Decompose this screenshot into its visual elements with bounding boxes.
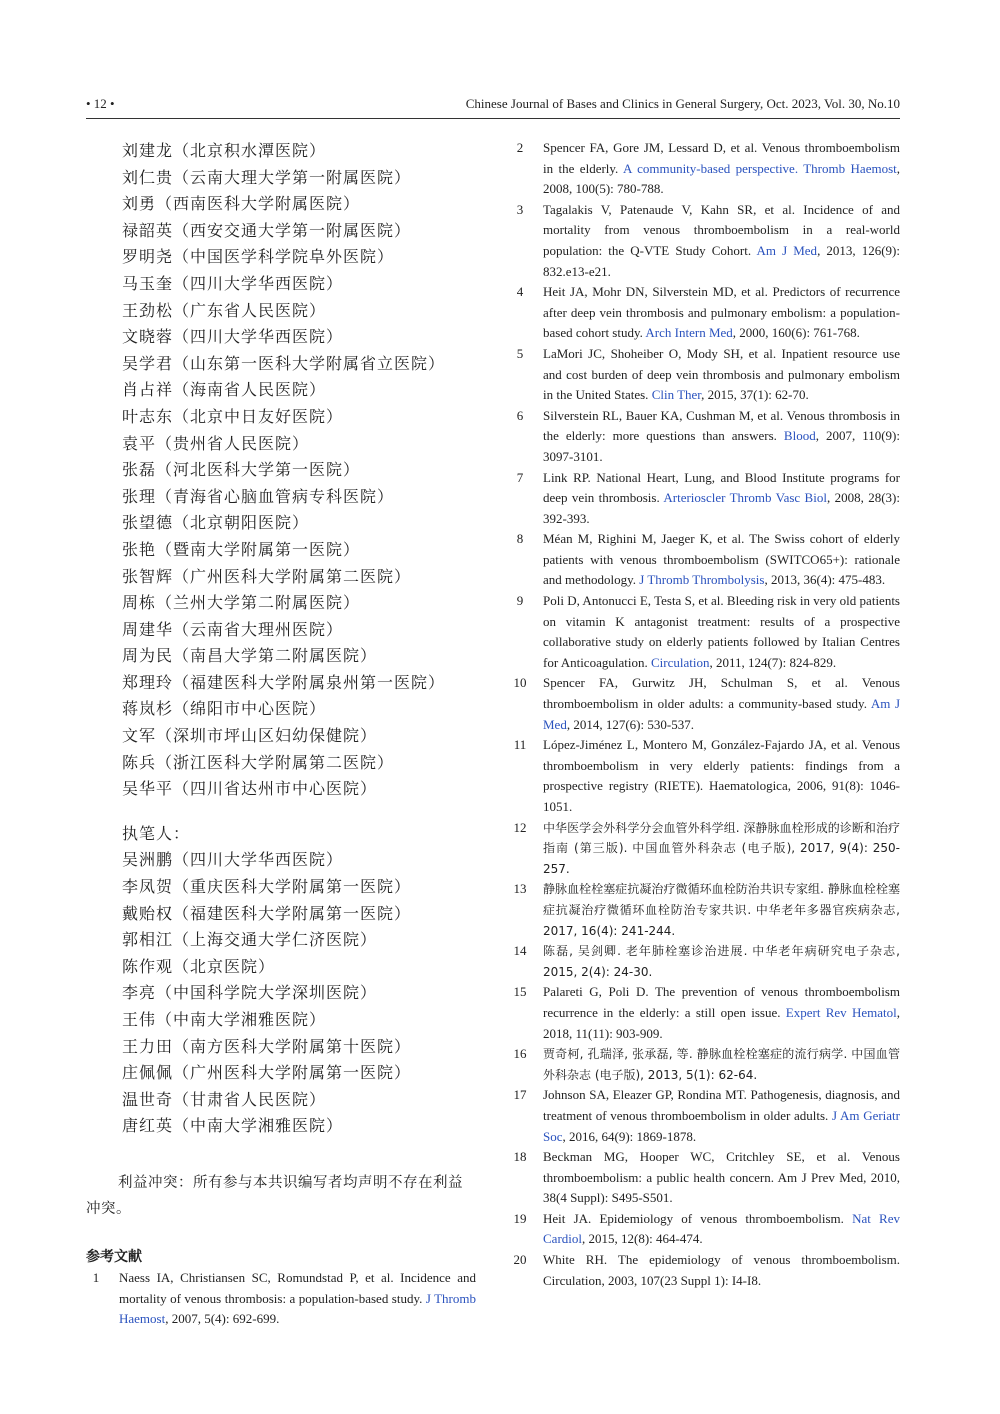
- reference-item: [510, 200, 900, 282]
- reference-number: 10: [513, 675, 527, 691]
- reference-item: [510, 344, 900, 406]
- reference-text: White RH. The epidemiology of venous thromboembolism. Circulation, 2003, 107(23 Suppl 1): I4-I8.: [543, 1252, 900, 1288]
- reference-item: [510, 138, 900, 200]
- reference-item: [510, 1044, 900, 1085]
- list-item: 陈作观（北京医院）: [122, 956, 276, 976]
- reference-citation: , 2008, 100(5): 780-788.: [543, 160, 900, 197]
- list-item: 庄佩佩（广州医科大学附属第一医院）: [122, 1063, 412, 1083]
- reference-citation: , 2008, 28(3): 392-393.: [543, 490, 900, 526]
- reference-link[interactable]: Expert Rev Hematol: [785, 1004, 897, 1020]
- reference-item: [510, 735, 900, 817]
- reference-citation: , 2015, 12(8): 464-474.: [582, 1231, 703, 1247]
- reference-number: 3: [516, 201, 524, 217]
- reference-citation: , 2018, 11(11): 903-909.: [543, 1004, 900, 1041]
- reference-text: Tagalakis V, Patenaude V, Kahn SR, et al. Incidence of and mortality from venous thromboembolism in a real-world population: the Q-VTE Study Cohort.: [543, 201, 900, 258]
- reference-citation: , 2007, 110(9): 3097-3101.: [543, 428, 900, 464]
- list-item: 文军（深圳市坪山区妇幼保健院）: [122, 726, 378, 746]
- reference-link[interactable]: Am J Med: [756, 242, 818, 258]
- reference-link[interactable]: Arch Intern Med: [645, 325, 733, 341]
- list-item: 郭相江（上海交通大学仁济医院）: [122, 930, 378, 950]
- reference-citation: , 2014, 127(6): 530-537.: [566, 716, 694, 732]
- reference-number: 12: [513, 819, 527, 835]
- reference-citation: , 2016, 64(9): 1869-1878.: [562, 1128, 697, 1144]
- header-rule: [86, 118, 900, 119]
- reference-text: Méan M, Righini M, Jaeger K, et al. The Swiss cohort of elderly patients with venous thromboembolism (SWITCO65+): rationale and methodology.: [543, 531, 900, 588]
- list-item: 唐红英（中南大学湘雅医院）: [122, 1116, 344, 1136]
- reference-link[interactable]: Nat Rev Cardiol: [543, 1210, 900, 1247]
- reference-text: Poli D, Antonucci E, Testa S, et al. Bleeding risk in very old patients on vitamin K antagonist treatment: results of a prospective collaborative study on elderly patients followed by Italian Centres for Anticoagulation.: [543, 593, 900, 670]
- reference-item: [510, 982, 900, 1044]
- reference-link[interactable]: Clin Ther: [651, 387, 702, 403]
- reference-number: 19: [513, 1210, 527, 1226]
- reference-number: 15: [513, 984, 527, 1000]
- reference-link[interactable]: Arterioscler Thromb Vasc Biol: [663, 490, 827, 506]
- reference-citation: , 2013, 36(4): 475-483.: [764, 572, 886, 588]
- references-title: 参考文献: [86, 1249, 142, 1265]
- list-item: 吴学君（山东第一医科大学附属省立医院）: [122, 353, 446, 373]
- reference-number: 13: [513, 881, 527, 897]
- list-item: 蒋岚杉（绵阳市中心医院）: [122, 699, 327, 719]
- list-item: 温世奇（甘肃省人民医院）: [122, 1089, 327, 1109]
- reference-number: 4: [516, 284, 524, 300]
- list-item: 张艳（暨南大学附属第一医院）: [122, 539, 361, 559]
- reference-item: [86, 1268, 476, 1330]
- reference-link[interactable]: J Thromb Haemost: [119, 1290, 476, 1327]
- list-item: 文晓蓉（四川大学华西医院）: [122, 327, 344, 347]
- reference-text: Johnson SA, Eleazer GP, Rondina MT. Pathogenesis, diagnosis, and treatment of venous thromboembolism in older adults.: [543, 1087, 900, 1123]
- list-item: 叶志东（北京中日友好医院）: [122, 406, 344, 426]
- reference-text: Spencer FA, Gore JM, Lessard D, et al. Venous thromboembolism in the elderly.: [543, 140, 900, 176]
- reference-number: 14: [513, 943, 527, 959]
- reference-number: 11: [513, 737, 527, 753]
- page-header: [86, 96, 900, 116]
- list-item: 周建华（云南省大理州医院）: [122, 619, 344, 639]
- reference-link[interactable]: Am J Med: [543, 696, 901, 732]
- reference-citation: , 2007, 5(4): 692-699.: [165, 1311, 280, 1327]
- reference-text: Silverstein RL, Bauer KA, Cushman M, et al. Venous thrombosis in the elderly: more questions than answers.: [543, 407, 900, 444]
- left-column: [86, 138, 486, 1140]
- reference-number: 2: [516, 140, 524, 155]
- list-item: 肖占祥（海南省人民医院）: [122, 380, 327, 400]
- reference-text: Palareti G, Poli D. The prevention of venous thromboembolism recurrence in the elderly: a still open issue.: [543, 984, 900, 1020]
- member-list: [86, 138, 486, 803]
- list-item: 张望德（北京朝阳医院）: [122, 513, 310, 533]
- reference-citation: , 2011, 124(7): 824-829.: [709, 654, 837, 670]
- reference-item: [510, 282, 900, 344]
- list-item: 马玉奎（四川大学华西医院）: [122, 273, 344, 293]
- writers-title: 执笔人：: [122, 823, 191, 843]
- reference-text: 贾奇柯, 孔瑞泽, 张承磊, 等. 静脉血栓栓塞症的流行病学. 中国血管外科杂志 (电子版), 2013, 5(1): 62-64.: [543, 1047, 900, 1082]
- reference-text: Spencer FA, Gurwitz JH, Schulman S, et al. Venous thromboembolism in older adults: a community-based study.: [543, 675, 900, 712]
- reference-number: 6: [516, 407, 524, 423]
- reference-number: 5: [516, 345, 524, 361]
- list-item: 吴华平（四川省达州市中心医院）: [122, 779, 378, 799]
- list-item: 王伟（中南大学湘雅医院）: [122, 1010, 327, 1029]
- reference-text: Heit JA. Epidemiology of venous thromboembolism.: [543, 1210, 853, 1226]
- list-item: 张理（青海省心脑血管病专科医院）: [122, 486, 395, 506]
- list-item: 李凤贺（重庆医科大学附属第一医院）: [122, 877, 412, 897]
- reference-item: [510, 673, 900, 735]
- list-item: 刘仁贵（云南大理大学第一附属医院）: [122, 167, 412, 187]
- list-item: 禄韶英（西安交通大学第一附属医院）: [122, 220, 412, 240]
- list-item: 周为民（南昌大学第二附属医院）: [122, 646, 378, 666]
- reference-item: [510, 529, 900, 591]
- reference-number: 17: [513, 1087, 527, 1103]
- reference-item: [510, 1209, 900, 1250]
- reference-citation: , 2000, 160(6): 761-768.: [732, 325, 860, 341]
- reference-item: [510, 591, 900, 673]
- reference-link[interactable]: J Am Geriatr Soc: [543, 1107, 901, 1144]
- reference-citation: , 2013, 126(9): 832.e13-e21.: [543, 242, 900, 279]
- list-item: 张磊（河北医科大学第一医院）: [122, 460, 361, 480]
- reference-text: Beckman MG, Hooper WC, Critchley SE, et al. Venous thromboembolism: a public health concern. Am J Prev Med, 2010, 38(4 Suppl): S495-S501.: [543, 1149, 900, 1206]
- reference-link[interactable]: Blood: [783, 428, 816, 444]
- list-item: 周栋（兰州大学第二附属医院）: [122, 593, 361, 613]
- list-item: 吴洲鹏（四川大学华西医院）: [122, 850, 344, 870]
- journal-title: Chinese Journal of Bases and Clinics in General Surgery, Oct. 2023, Vol. 30, No.10: [465, 96, 900, 111]
- reference-text: 静脉血栓栓塞症抗凝治疗微循环血栓防治共识专家组. 静脉血栓栓塞症抗凝治疗微循环血栓防治专家共识. 中华老年多器官疾病杂志, 2017, 16(4): 241-244.: [543, 882, 900, 938]
- reference-item: [510, 818, 900, 880]
- list-item: 戴贻权（福建医科大学附属第一医院）: [122, 903, 412, 923]
- reference-text: Link RP. National Heart, Lung, and Blood Institute programs for deep vein thrombosis.: [543, 469, 900, 506]
- list-item: 袁平（贵州省人民医院）: [122, 433, 310, 453]
- reference-item: [510, 879, 900, 941]
- reference-number: 20: [513, 1252, 527, 1268]
- reference-link[interactable]: Circulation: [650, 654, 710, 670]
- list-item: 陈兵（浙江医科大学附属第二医院）: [122, 752, 395, 772]
- reference-list-left: [86, 1268, 476, 1330]
- reference-text: 中华医学会外科学分会血管外科学组. 深静脉血栓形成的诊断和治疗指南 (第三版). 中国血管外科杂志 (电子版), 2017, 9(4): 250-257.: [543, 820, 900, 876]
- reference-item: [510, 1147, 900, 1209]
- reference-link[interactable]: J Thromb Thrombolysis: [639, 572, 765, 588]
- reference-text: 陈磊, 吴剑卿. 老年肺栓塞诊治进展. 中华老年病研究电子杂志, 2015, 2(4): 24-30.: [543, 944, 900, 979]
- reference-list-right: [510, 138, 900, 1291]
- list-item: 刘建龙（北京积水潭医院）: [122, 141, 327, 160]
- reference-text: Heit JA, Mohr DN, Silverstein MD, et al. Predictors of recurrence after deep vein thrombosis and pulmonary embolism: a population-based cohort study.: [543, 284, 900, 341]
- list-item: 李亮（中国科学院大学深圳医院）: [122, 983, 378, 1003]
- list-item: 罗明尧（中国医学科学院阜外医院）: [122, 247, 395, 267]
- conflict-statement: 利益冲突：所有参与本共识编写者均声明不存在利益冲突。: [86, 1175, 463, 1217]
- reference-text: Naess IA, Christiansen SC, Romundstad P, et al. Incidence and mortality of venous thrombosis: a population-based study.: [119, 1270, 476, 1306]
- reference-item: [510, 1250, 900, 1291]
- reference-number: 16: [513, 1046, 527, 1062]
- reference-citation: , 2015, 37(1): 62-70.: [701, 387, 809, 403]
- reference-number: 9: [516, 593, 524, 609]
- page-number: • 12 •: [86, 96, 115, 111]
- reference-text: López-Jiménez L, Montero M, González-Fajardo JA, et al. Venous thromboembolism in very elderly patients: findings from a prospective registry (RIETE). Haematologica, 2006, 91(8): 1046-1051.: [543, 737, 900, 814]
- reference-number: 7: [516, 469, 524, 485]
- list-item: 刘勇（西南医科大学附属医院）: [122, 194, 361, 214]
- list-item: 王劲松（广东省人民医院）: [122, 300, 327, 320]
- writer-list: [86, 847, 486, 1140]
- reference-number: 1: [92, 1270, 100, 1285]
- reference-item: [510, 406, 900, 468]
- reference-item: [510, 468, 900, 530]
- reference-item: [510, 1085, 900, 1147]
- reference-item: [510, 941, 900, 982]
- list-item: 郑理玲（福建医科大学附属泉州第一医院）: [122, 672, 446, 692]
- reference-number: 8: [516, 531, 524, 547]
- reference-link[interactable]: A community-based perspective. Thromb Haemost: [623, 160, 897, 176]
- list-item: 张智辉（广州医科大学附属第二医院）: [122, 566, 412, 586]
- list-item: 王力田（南方医科大学附属第十医院）: [122, 1036, 412, 1056]
- reference-number: 18: [513, 1149, 527, 1165]
- reference-text: LaMori JC, Shoheiber O, Mody SH, et al. Inpatient resource use and cost burden of deep vein thrombosis and pulmonary embolism in the United States.: [543, 345, 900, 403]
